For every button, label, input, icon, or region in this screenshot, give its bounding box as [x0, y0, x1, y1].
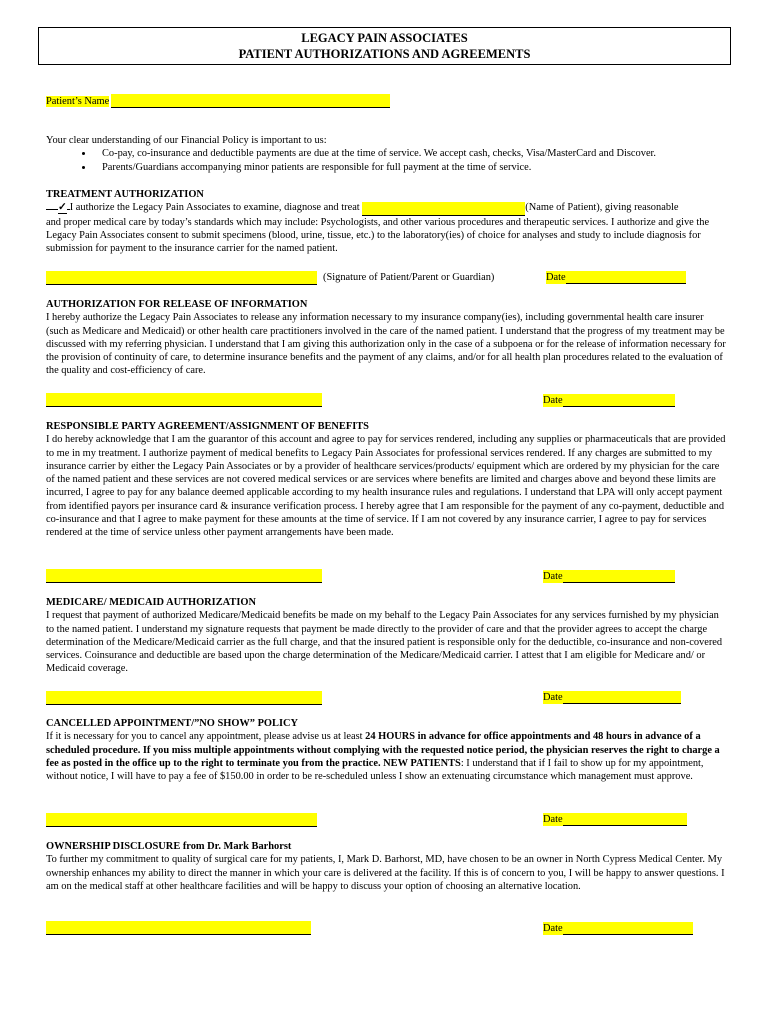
financial-bullet-list — [46, 147, 728, 174]
treatment-patient-name-field[interactable] — [362, 202, 525, 216]
treatment-text-a: I authorize the Legacy Pain Associates to examine, diagnose and treat — [69, 202, 360, 214]
responsible-text: I do hereby acknowledge that I am the guarantor of this account and agree to pay for services rendered, including any supplies or pharmaceuticals that are provided to me in my treatment. I authorize payment of medical benefits to Legacy Pain Associates for professional services rendered. If any charges are submitted to my insurance carrier by either the Legacy Pain Associates or by a provider of healthcare services/products/ equipment which are ordered by my physician for the care of the named patient and these services are not covered medical services or are services where benefits are limited and charges above and beyond these limits are incurred, I agree to pay for any balance deemed applicable according to my health insurance rules and regulations. I understand that LPA will only accept payment from identified payors per insurance card & insurance verification process. I hereby agree that I am responsible for the payment of any co-payment, deductible and co-insurance and that I agree to make payment for these amounts at the time of service. If I am not covered by any insurance carrier, I agree to pay for services rendered at the time of service unless other payment arrangements have been made. — [46, 434, 726, 539]
ownership-date-field[interactable] — [543, 922, 693, 935]
release-text: I hereby authorize the Legacy Pain Associates to release any information necessary to my insurance company(ies), including governmental health care insurer (such as Medicare and Medicaid) or other health care practitioners involved in the care of the named patient. I understand that the progress of my treatment may be discussed with my referring physician. I understand that I am giving this authorization only in the case of a subpoena or for the release of information necessary for the provision of continuity of care, to determine insurance benefits and the payment of any claims, and/or for all health plan procedures related to the evaluation of the quality and cost-efficiency of care. — [46, 312, 726, 377]
responsible-date-label: Date — [543, 571, 563, 582]
checkmark-icon[interactable]: ✓ — [58, 202, 67, 214]
ownership-disclosure-section — [46, 840, 728, 893]
treatment-heading: TREATMENT AUTHORIZATION — [46, 189, 204, 200]
medicare-date-label: Date — [543, 692, 563, 703]
treatment-text-b: (Name of Patient), giving reasonable — [525, 202, 679, 214]
medicare-section — [46, 596, 728, 676]
responsible-date-field[interactable] — [543, 570, 675, 583]
no-show-date-field[interactable] — [543, 813, 687, 826]
patient-name-label: Patient’s Name — [46, 96, 110, 107]
release-signature-field[interactable] — [46, 393, 322, 407]
responsible-party-section — [46, 420, 728, 540]
treatment-date-field[interactable] — [546, 271, 686, 284]
no-show-signature-field[interactable] — [46, 813, 317, 827]
medicare-date-field[interactable] — [543, 691, 681, 704]
form-title: PATIENT AUTHORIZATIONS AND AGREEMENTS — [238, 47, 531, 61]
ownership-heading: OWNERSHIP DISCLOSURE from Dr. Mark Barhorst — [46, 841, 292, 852]
release-date-field[interactable] — [543, 394, 675, 407]
treatment-signature-field[interactable] — [46, 271, 317, 285]
no-show-heading: CANCELLED APPOINTMENT/”NO SHOW” POLICY — [46, 718, 298, 729]
responsible-heading: RESPONSIBLE PARTY AGREEMENT/ASSIGNMENT OF BENEFITS — [46, 421, 369, 432]
release-date-label: Date — [543, 395, 563, 406]
release-heading: AUTHORIZATION FOR RELEASE OF INFORMATION — [46, 299, 308, 310]
treatment-text: and proper medical care by today’s standards which may include: Psychologists, and other various procedures and therapeutic services. I authorize and give the Legacy Pain Associates consent to submit specimens (blood, urine, tissue, etc.) to the laboratory(ies) of choice for analyses and study to include diagnosis for submission for payment to the insurance carrier for the named patient. — [46, 216, 710, 255]
ownership-text: To further my commitment to quality of surgical care for my patients, I, Mark D. Barhorst, MD, have chosen to be an owner in North Cypress Medical Center. My ownership enhances my ability to direct the manner in which your care is delivered at the facility. If this is of concern to you, I will be happy to answer questions. I am on the medical staff at other healthcare facilities and will be happy to discuss your option of choosing an alternative location. — [46, 854, 725, 892]
release-section — [46, 298, 728, 378]
ownership-signature-field[interactable] — [46, 921, 311, 935]
treatment-signature-caption: (Signature of Patient/Parent or Guardian) — [323, 272, 495, 283]
patient-name-field[interactable] — [111, 94, 390, 108]
responsible-signature-field[interactable] — [46, 569, 322, 583]
ownership-date-label: Date — [543, 923, 563, 934]
financial-policy-section — [46, 134, 728, 174]
financial-bullet: • Parents/Guardians accompanying minor patients are responsible for full payment at the time of service. — [94, 161, 728, 174]
no-show-date-label: Date — [543, 814, 563, 825]
financial-bullet: • Co-pay, co-insurance and deductible payments are due at the time of service. We accept cash, checks, Visa/MasterCard and Discover. — [94, 147, 728, 160]
medicare-signature-field[interactable] — [46, 691, 322, 705]
treatment-first-line — [46, 201, 728, 215]
treatment-authorization-section — [46, 188, 728, 255]
form-header — [38, 27, 731, 65]
medicare-text: I request that payment of authorized Medicare/Medicaid benefits be made on my behalf to the Legacy Pain Associates for any services furnished by my physician to the named patient. I understand my signature requests that payment be made directly to the provider of care and that the provider agrees to accept the charge determination of the Medicare/Medicaid carrier as the full charge, and that the insured patient is responsible only for the deductible, co-insurance and non-covered services. Coinsurance and deductible are based upon the charge determination of the Medicare/Medicaid carrier. I attest that I am eligible for Medicare and/ or Medicaid coverage. — [46, 610, 723, 675]
financial-intro: Your clear understanding of our Financial Policy is important to us: — [46, 135, 327, 146]
practice-name: LEGACY PAIN ASSOCIATES — [301, 31, 468, 45]
patient-name-row — [46, 94, 390, 108]
no-show-text: If it is necessary for you to cancel any appointment, please advise us at least 24 HOURS in advance for office appointments and 48 hours in advance of a scheduled procedure. If you miss multiple appointments without complying with the requested notice period, the physician reserves the right to charge a fee as posted in the office up to the right to terminate you from the practice. NEW PATIENTS: I understand that if I fail to show up for my appointment, without notice, I will have to pay a fee of $150.00 in order to be re-scheduled unless I show an extenuating circumstance which management must approve. — [46, 731, 720, 783]
no-show-policy-section — [46, 717, 728, 783]
medicare-heading: MEDICARE/ MEDICAID AUTHORIZATION — [46, 597, 256, 608]
treatment-date-label: Date — [546, 272, 566, 283]
